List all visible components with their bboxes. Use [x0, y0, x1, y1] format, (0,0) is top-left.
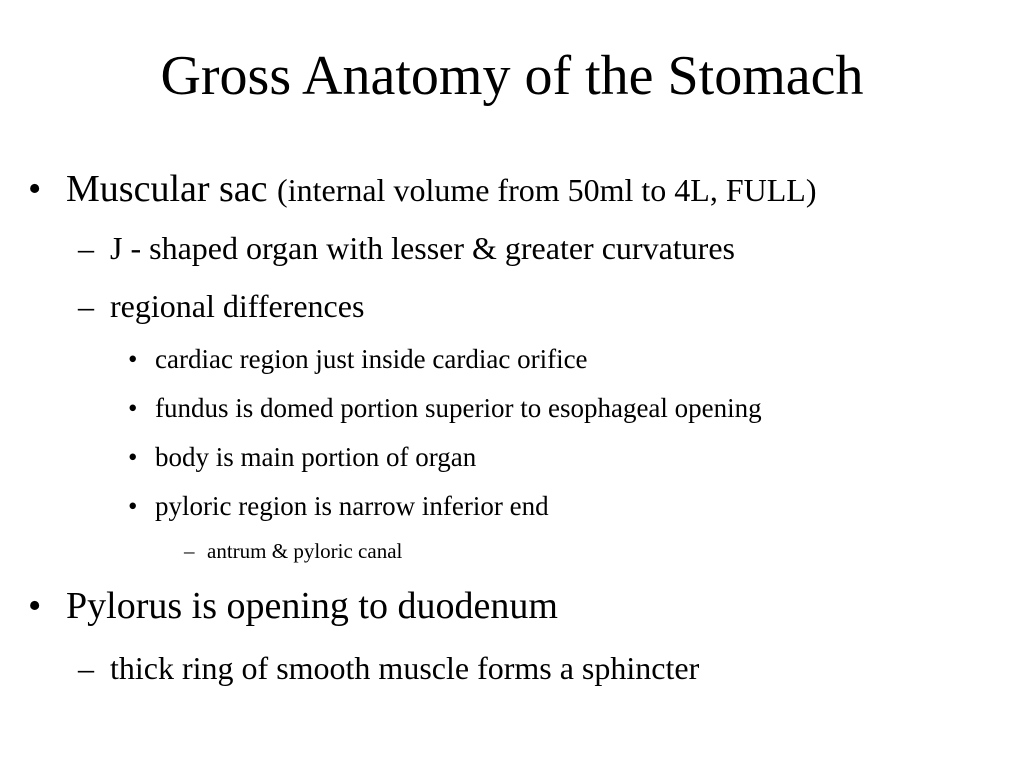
bullet-sub-text: (internal volume from 50ml to 4L, FULL)	[277, 172, 817, 208]
item-antrum: antrum & pyloric canal	[207, 539, 403, 563]
item-cardiac-region: cardiac region just inside cardiac orifice	[155, 344, 588, 374]
dash-marker: –	[78, 230, 94, 266]
item-fundus: fundus is domed portion superior to esophageal opening	[155, 393, 762, 423]
bullet-marker: •	[28, 585, 42, 627]
dash-marker: –	[184, 539, 195, 563]
bullet-muscular-sac	[66, 166, 817, 213]
dash-marker: –	[78, 650, 94, 686]
subbullet-regional-differences: regional differences	[110, 288, 365, 324]
dash-marker: –	[78, 288, 94, 324]
item-pyloric-region: pyloric region is narrow inferior end	[155, 491, 549, 521]
bullet-marker: •	[128, 442, 138, 472]
slide-title: Gross Anatomy of the Stomach	[160, 45, 864, 107]
item-body: body is main portion of organ	[155, 442, 477, 472]
bullet-marker: •	[128, 344, 138, 374]
bullet-marker: •	[28, 168, 42, 210]
subbullet-j-shaped: J - shaped organ with lesser & greater curvatures	[110, 230, 735, 266]
bullet-pylorus: Pylorus is opening to duodenum	[66, 585, 558, 627]
bullet-marker: •	[128, 393, 138, 423]
bullet-main-text: Muscular sac	[66, 168, 268, 210]
bullet-marker: •	[128, 491, 138, 521]
subbullet-thick-ring: thick ring of smooth muscle forms a sphincter	[110, 650, 700, 686]
